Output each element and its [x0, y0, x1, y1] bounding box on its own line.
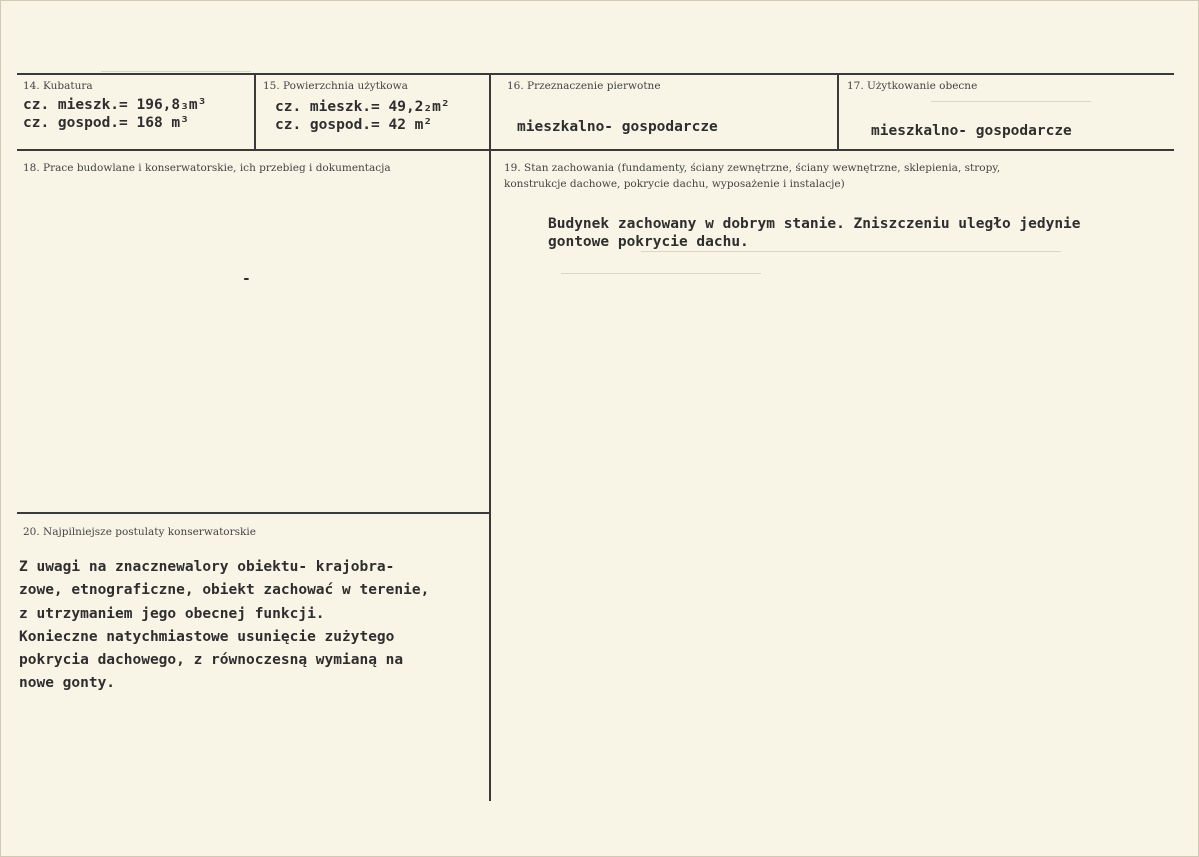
field20-line: z utrzymaniem jego obecnej funkcji.: [19, 605, 325, 622]
bleed-through-mark: [101, 71, 251, 72]
field18-bottom-rule: [17, 512, 489, 514]
row1-bottom-rule: [17, 149, 1174, 151]
field20-line: nowe gonty.: [19, 675, 116, 692]
divider-15-16: [489, 73, 491, 801]
field16-value: mieszkalno- gospodarcze: [517, 119, 718, 135]
field19-line: gontowe pokrycie dachu.: [548, 234, 749, 250]
field20-line: Z uwagi na znacznewalory obiektu- krajobra-: [19, 559, 395, 575]
field17-label: 17. Użytkowanie obecne: [847, 80, 978, 92]
field19-line: Budynek zachowany w dobrym stanie. Zniszczeniu uległo jedynie: [548, 216, 1081, 232]
field15-label: 15. Powierzchnia użytkowa: [263, 80, 408, 92]
field20-line: Konieczne natychmiastowe usunięcie zużytego: [19, 628, 395, 645]
field17-value: mieszkalno- gospodarcze: [871, 123, 1072, 139]
field19-label-line2: konstrukcje dachowe, pokrycie dachu, wyposażenie i instalacje): [504, 178, 845, 190]
top-rule: [17, 73, 1174, 75]
field19-text: [548, 215, 1081, 251]
bleed-through-mark: [561, 273, 761, 274]
field19-label-line1: 19. Stan zachowania (fundamenty, ściany zewnętrzne, ściany wewnętrzne, sklepienia, stropy,: [504, 162, 1001, 174]
divider-16-17: [837, 73, 839, 149]
field16-label: 16. Przeznaczenie pierwotne: [507, 80, 661, 92]
field18-value: -: [242, 271, 251, 287]
field20-text: [19, 556, 429, 696]
field14-line2: cz. gospod.= 168 m³: [23, 115, 189, 131]
field14-label: 14. Kubatura: [23, 80, 93, 92]
divider-14-15: [254, 73, 256, 149]
field20-line: zowe, etnograficzne, obiekt zachować w terenie,: [19, 582, 430, 599]
field14-line1: cz. mieszk.= 196,8₃m³: [23, 97, 207, 113]
bleed-through-mark: [931, 101, 1091, 102]
field20-line: pokrycia dachowego, z równoczesną wymianą na: [19, 652, 404, 669]
field18-label: 18. Prace budowlane i konserwatorskie, ich przebieg i dokumentacja: [23, 162, 391, 174]
field15-line1: cz. mieszk.= 49,2₂m²: [275, 99, 450, 115]
bleed-through-mark: [641, 251, 1061, 252]
field20-label: 20. Najpilniejsze postulaty konserwatorskie: [23, 526, 256, 538]
field15-line2: cz. gospod.= 42 m²: [275, 117, 433, 133]
